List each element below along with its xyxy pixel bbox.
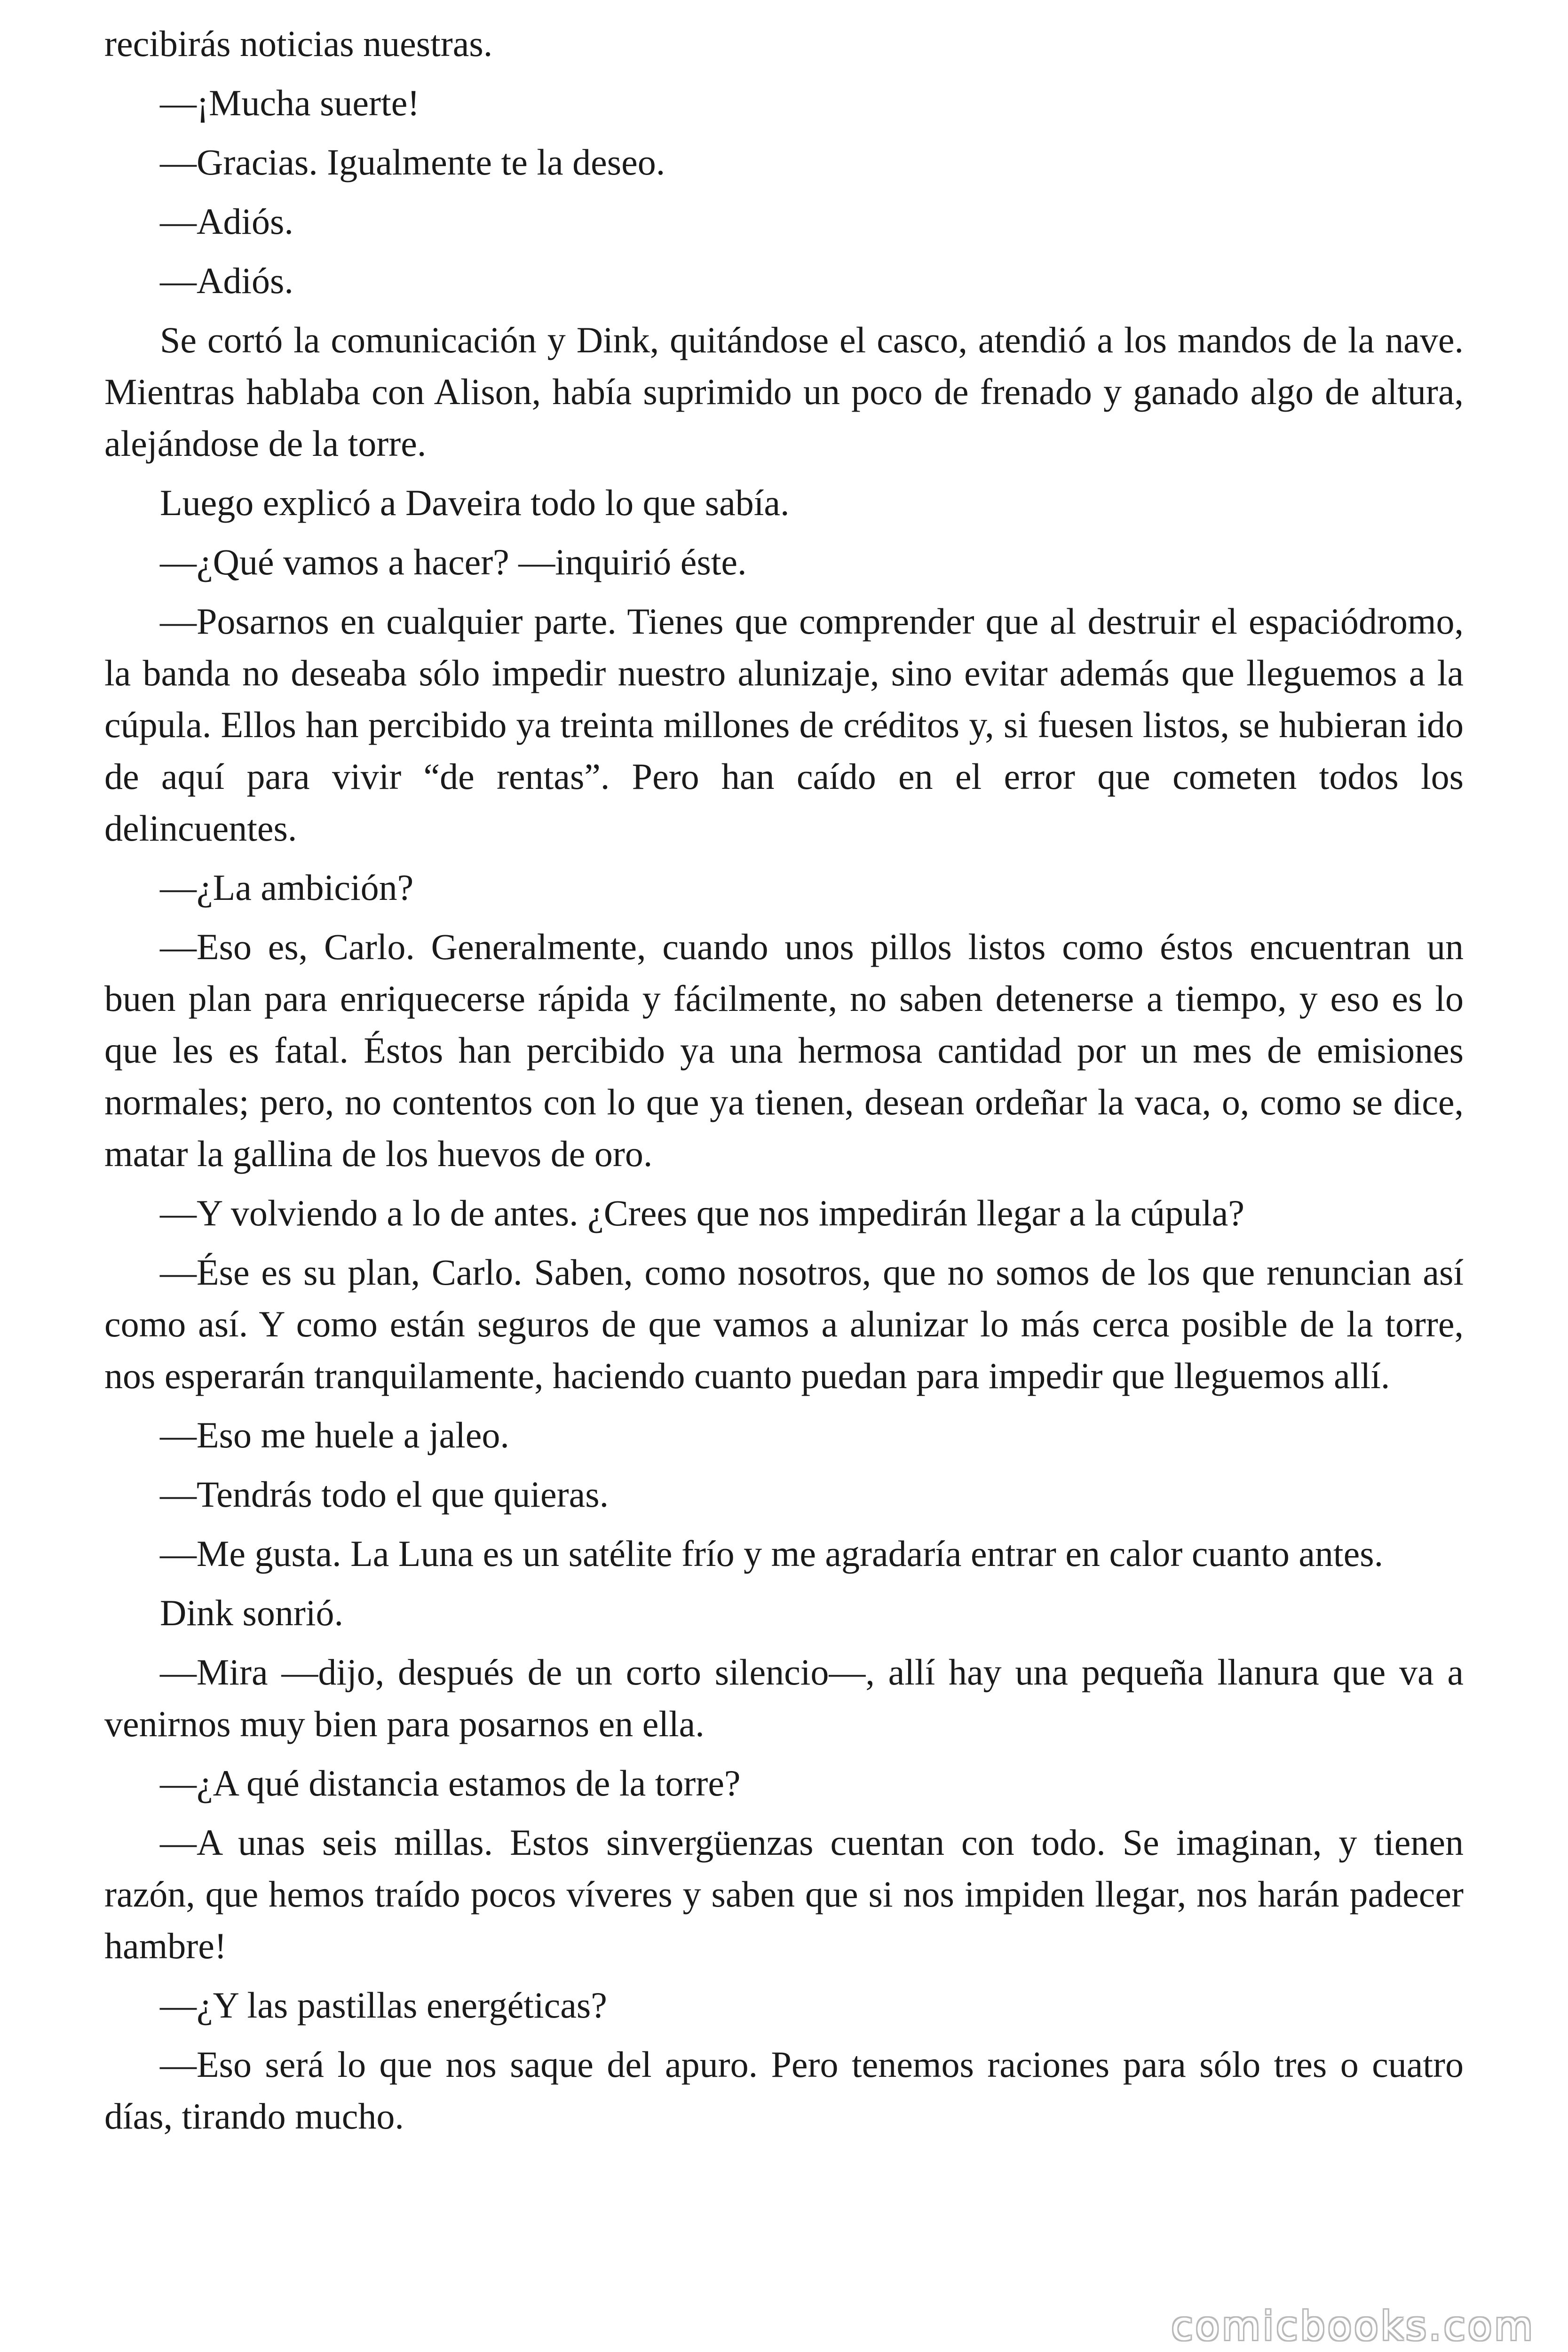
paragraph: —Eso será lo que nos saque del apuro. Pero tenemos raciones para sólo tres o cuatro días, tirando mucho. [104,2044,1464,2137]
paragraph: —Adiós. [160,260,293,301]
paragraph: —¡Mucha suerte! [160,82,420,123]
paragraph: —Me gusta. La Luna es un satélite frío y me agradaría entrar en calor cuanto antes. [160,1533,1384,1574]
book-page [104,18,1464,2313]
paragraph: —Posarnos en cualquier parte. Tienes que comprender que al destruir el espaciódromo, la banda no deseaba sólo impedir nuestro alunizaje, sino evitar además que lleguemos a la cúpula. Ellos han percibido ya treinta millones de créditos y, si fuesen listos, se hubieran ido de aquí para vivir “de rentas”. Pero han caído en el error que cometen todos los delincuentes. [104,601,1464,849]
paragraph: Dink sonrió. [160,1592,343,1633]
paragraph: —Tendrás todo el que quieras. [160,1474,609,1515]
paragraph: —Gracias. Igualmente te la deseo. [160,142,665,183]
paragraph: —Mira —dijo, después de un corto silencio—, allí hay una pequeña llanura que va a venirnos muy bien para posarnos en ella. [104,1652,1464,1744]
paragraph: —Adiós. [160,201,293,242]
paragraph: Luego explicó a Daveira todo lo que sabía. [160,482,790,523]
paragraph: recibirás noticias nuestras. [104,23,493,64]
paragraph: —Eso me huele a jaleo. [160,1414,509,1455]
paragraph: —Eso es, Carlo. Generalmente, cuando unos pillos listos como éstos encuentran un buen plan para enriquecerse rápida y fácilmente, no saben detenerse a tiempo, y eso es lo que les es fatal. Éstos han percibido ya una hermosa cantidad por un mes de emisiones normales; pero, no contentos con lo que ya tienen, desean ordeñar la vaca, o, como se dice, matar la gallina de los huevos de oro. [104,926,1464,1174]
paragraph: —Y volviendo a lo de antes. ¿Crees que nos impedirán llegar a la cúpula? [160,1192,1244,1233]
paragraph: —¿Y las pastillas energéticas? [160,1985,607,2026]
watermark: comicbooks.com [1171,2303,1535,2349]
paragraph: —¿A qué distancia estamos de la torre? [160,1763,741,1804]
paragraph: —¿La ambición? [160,867,414,908]
paragraph: —Ése es su plan, Carlo. Saben, como nosotros, que no somos de los que renuncian así como así. Y como están seguros de que vamos a alunizar lo más cerca posible de la torre, nos esperarán tranquilamente, haciendo cuanto puedan para impedir que lleguemos allí. [104,1252,1464,1396]
paragraph: Se cortó la comunicación y Dink, quitándose el casco, atendió a los mandos de la nave. Mientras hablaba con Alison, había suprimido un poco de frenado y ganado algo de altura, alejándose de la torre. [104,319,1464,464]
paragraph: —¿Qué vamos a hacer? —inquirió éste. [160,541,747,582]
paragraph: —A unas seis millas. Estos sinvergüenzas cuentan con todo. Se imaginan, y tienen razón, que hemos traído pocos víveres y saben que si nos impiden llegar, nos harán padecer hambre! [104,1822,1464,1966]
